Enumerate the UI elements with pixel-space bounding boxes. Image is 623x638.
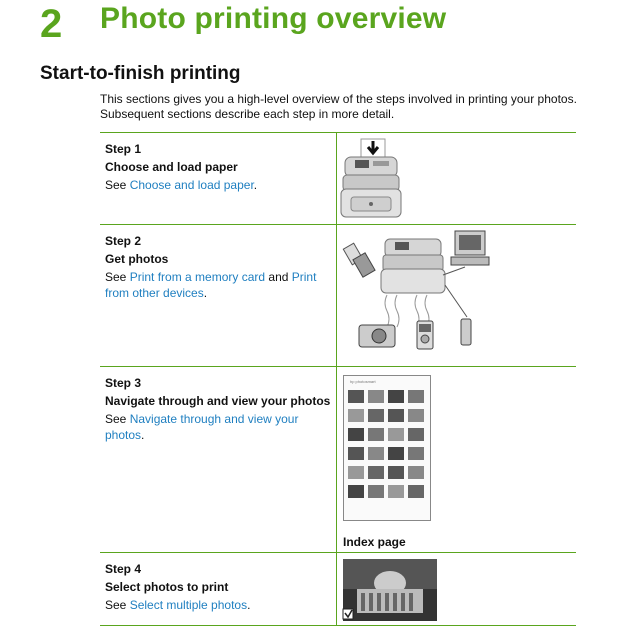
index-page-header: hp photosmart bbox=[350, 379, 376, 384]
step-2-desc bbox=[105, 269, 327, 301]
step-row-1 bbox=[100, 132, 576, 224]
step-1-title: Choose and load paper bbox=[105, 160, 238, 174]
step-4-text bbox=[100, 553, 337, 625]
thumbnail bbox=[368, 466, 384, 479]
step-2-text bbox=[100, 225, 337, 366]
step-row-2 bbox=[100, 224, 576, 366]
link-select-multiple-photos[interactable]: Select multiple photos bbox=[129, 598, 248, 612]
thumbnail bbox=[408, 447, 424, 460]
see-text: See bbox=[105, 598, 130, 612]
step-row-3 bbox=[100, 366, 576, 552]
see-text: See bbox=[105, 270, 130, 284]
period: . bbox=[253, 178, 258, 192]
thumbnail bbox=[368, 390, 384, 403]
link-print-other-devices[interactable]: Print from other devices bbox=[105, 270, 317, 300]
thumbnail bbox=[388, 390, 404, 403]
steps-table bbox=[100, 132, 576, 626]
photo-sources-illustration bbox=[337, 225, 576, 367]
thumbnail bbox=[388, 428, 404, 441]
thumbnail bbox=[388, 485, 404, 498]
thumbnail bbox=[368, 485, 384, 498]
step-2-illustration bbox=[337, 225, 576, 366]
thumbnail bbox=[368, 409, 384, 422]
thumbnail bbox=[368, 447, 384, 460]
thumbnail bbox=[408, 485, 424, 498]
thumbnail bbox=[408, 390, 424, 403]
step-3-illustration bbox=[337, 367, 576, 552]
step-row-4 bbox=[100, 552, 576, 626]
thumbnail bbox=[348, 485, 364, 498]
see-text: See bbox=[105, 178, 130, 192]
chapter-number: 2 bbox=[40, 2, 63, 46]
thumbnail bbox=[388, 447, 404, 460]
selected-photo-illustration bbox=[337, 553, 576, 627]
step-4-desc bbox=[105, 597, 336, 613]
step-4-label: Step 4 bbox=[105, 562, 142, 576]
step-2-label: Step 2 bbox=[105, 234, 142, 248]
period: . bbox=[141, 428, 145, 442]
period: . bbox=[203, 286, 208, 300]
step-4-illustration bbox=[337, 553, 576, 625]
step-1-desc bbox=[105, 177, 336, 193]
and-text: and bbox=[265, 270, 292, 284]
thumbnail bbox=[408, 409, 424, 422]
step-2-title: Get photos bbox=[105, 252, 169, 266]
step-1-label: Step 1 bbox=[105, 142, 142, 156]
step-1-text bbox=[100, 133, 337, 224]
thumbnail bbox=[368, 428, 384, 441]
section-title: Start-to-finish printing bbox=[40, 63, 241, 84]
thumbnail bbox=[388, 466, 404, 479]
index-page-caption: Index page bbox=[343, 535, 406, 549]
period: . bbox=[247, 598, 251, 612]
step-3-label: Step 3 bbox=[105, 376, 142, 390]
thumbnail bbox=[348, 466, 364, 479]
step-4-title: Select photos to print bbox=[105, 580, 229, 594]
step-3-text bbox=[100, 367, 337, 552]
step-1-illustration bbox=[337, 133, 576, 224]
step-3-desc bbox=[105, 411, 327, 443]
see-text: See bbox=[105, 412, 130, 426]
thumbnail bbox=[388, 409, 404, 422]
thumbnail bbox=[348, 409, 364, 422]
thumbnail bbox=[408, 428, 424, 441]
chapter-title: Photo printing overview bbox=[100, 2, 447, 35]
printer-load-paper-illustration bbox=[337, 133, 576, 225]
index-page-sheet bbox=[343, 375, 431, 521]
thumbnail bbox=[348, 390, 364, 403]
link-choose-load-paper[interactable]: Choose and load paper bbox=[129, 178, 254, 192]
section-intro: This sections gives you a high-level overview of the steps involved in printing your photos. Subsequent sections describe each step in more detail. bbox=[100, 92, 577, 121]
step-3-title: Navigate through and view your photos bbox=[105, 394, 331, 408]
thumbnail bbox=[408, 466, 424, 479]
link-print-memory-card[interactable]: Print from a memory card bbox=[129, 270, 266, 284]
link-navigate-view-photos[interactable]: Navigate through and view your photos bbox=[105, 412, 299, 442]
thumbnail bbox=[348, 428, 364, 441]
thumbnail bbox=[348, 447, 364, 460]
